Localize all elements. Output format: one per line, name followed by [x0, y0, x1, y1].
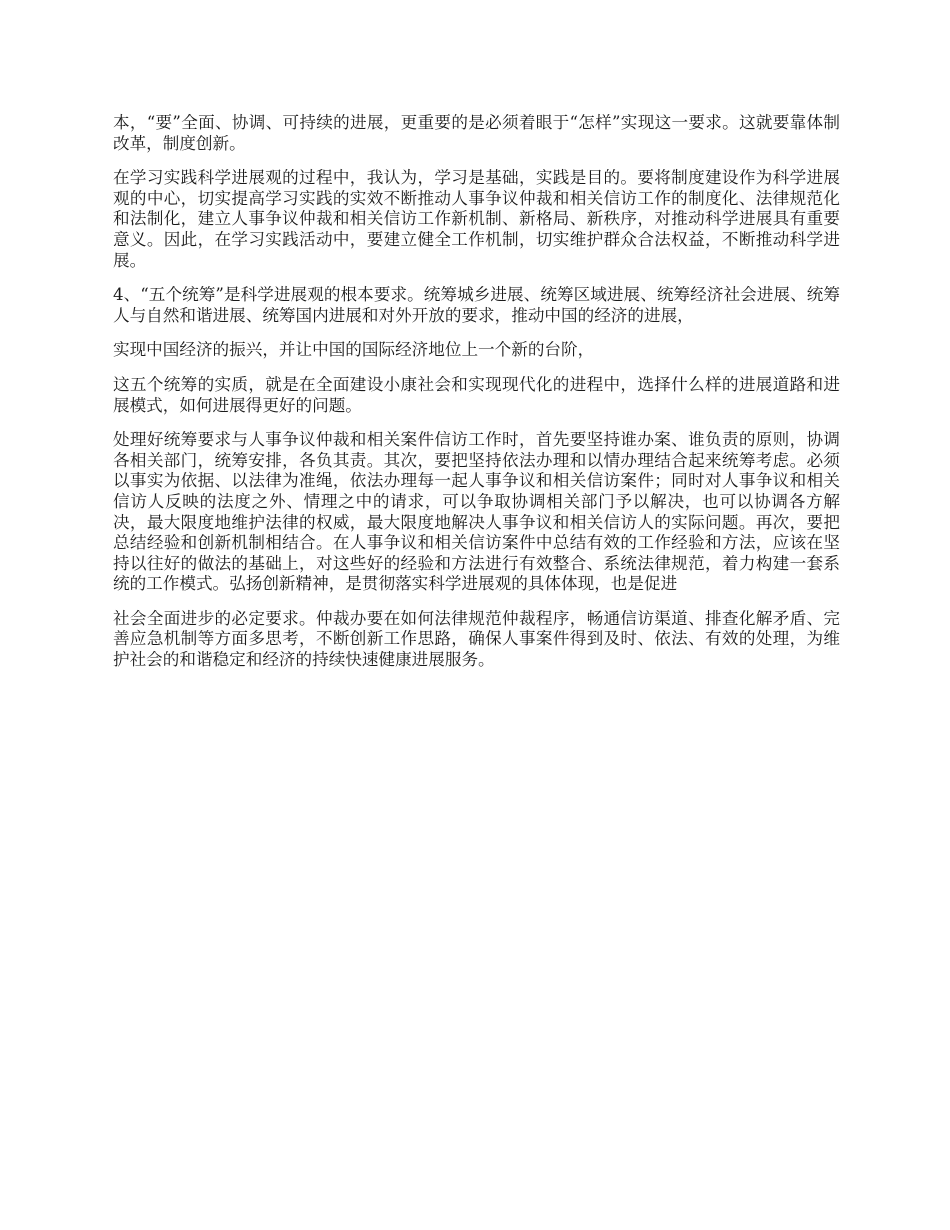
paragraph-5: 这五个统筹的实质，就是在全面建设小康社会和实现现代化的进程中，选择什么样的进展道路和进展模式，如何进展得更好的问题。	[113, 374, 840, 415]
paragraph-1: 本，“要”全面、协调、可持续的进展，更重要的是必须着眼于“怎样”实现这一要求。这就要靠体制改革，制度创新。	[113, 113, 840, 153]
paragraph-6: 处理好统筹要求与人事争议仲裁和相关案件信访工作时，首先要坚持谁办案、谁负责的原则，协调各相关部门，统筹安排，各负其责。其次，要把坚持依法办理和以情办理结合起来统筹考虑。必须以事实为依据、以法律为准绳，依法办理每一起人事争议和相关信访案件；同时对人事争议和相关信访人反映的法度之外、情理之中的请求，可以争取协调相关部门予以解决，也可以协调各方解决，最大限度地维护法律的权威，最大限度地解决人事争议和相关信访人的实际问题。再次，要把总结经验和创新机制相结合。在人事争议和相关信访案件中总结有效的工作经验和方法，应该在坚持以往好的做法的基础上，对这些好的经验和方法进行有效整合、系统法律规范，着力构建一套系统的工作模式。弘扬创新精神，是贯彻落实科学进展观的具体体现，也是促进	[113, 430, 840, 594]
paragraph-7: 社会全面进步的必定要求。仲裁办要在如何法律规范仲裁程序，畅通信访渠道、排查化解矛盾、完善应急机制等方面多思考，不断创新工作思路，确保人事案件得到及时、依法、有效的处理，为维护社会的和谐稳定和经济的持续快速健康进展服务。	[113, 608, 840, 670]
paragraph-3: 4、“五个统筹”是科学进展观的根本要求。统筹城乡进展、统筹区域进展、统筹经济社会进展、统筹人与自然和谐进展、统筹国内进展和对外开放的要求，推动中国的经济的进展，	[113, 285, 840, 325]
document-page	[113, 113, 840, 685]
paragraph-2: 在学习实践科学进展观的过程中，我认为，学习是基础，实践是目的。要将制度建设作为科学进展观的中心，切实提高学习实践的实效不断推动人事争议仲裁和相关信访工作的制度化、法律规范化和法制化，建立人事争议仲裁和相关信访工作新机制、新格局、新秩序，对推动科学进展具有重要意义。因此，在学习实践活动中，要建立健全工作机制，切实维护群众合法权益，不断推动科学进展。	[113, 168, 840, 270]
paragraph-4: 实现中国经济的振兴，并让中国的国际经济地位上一个新的台阶，	[113, 340, 595, 360]
